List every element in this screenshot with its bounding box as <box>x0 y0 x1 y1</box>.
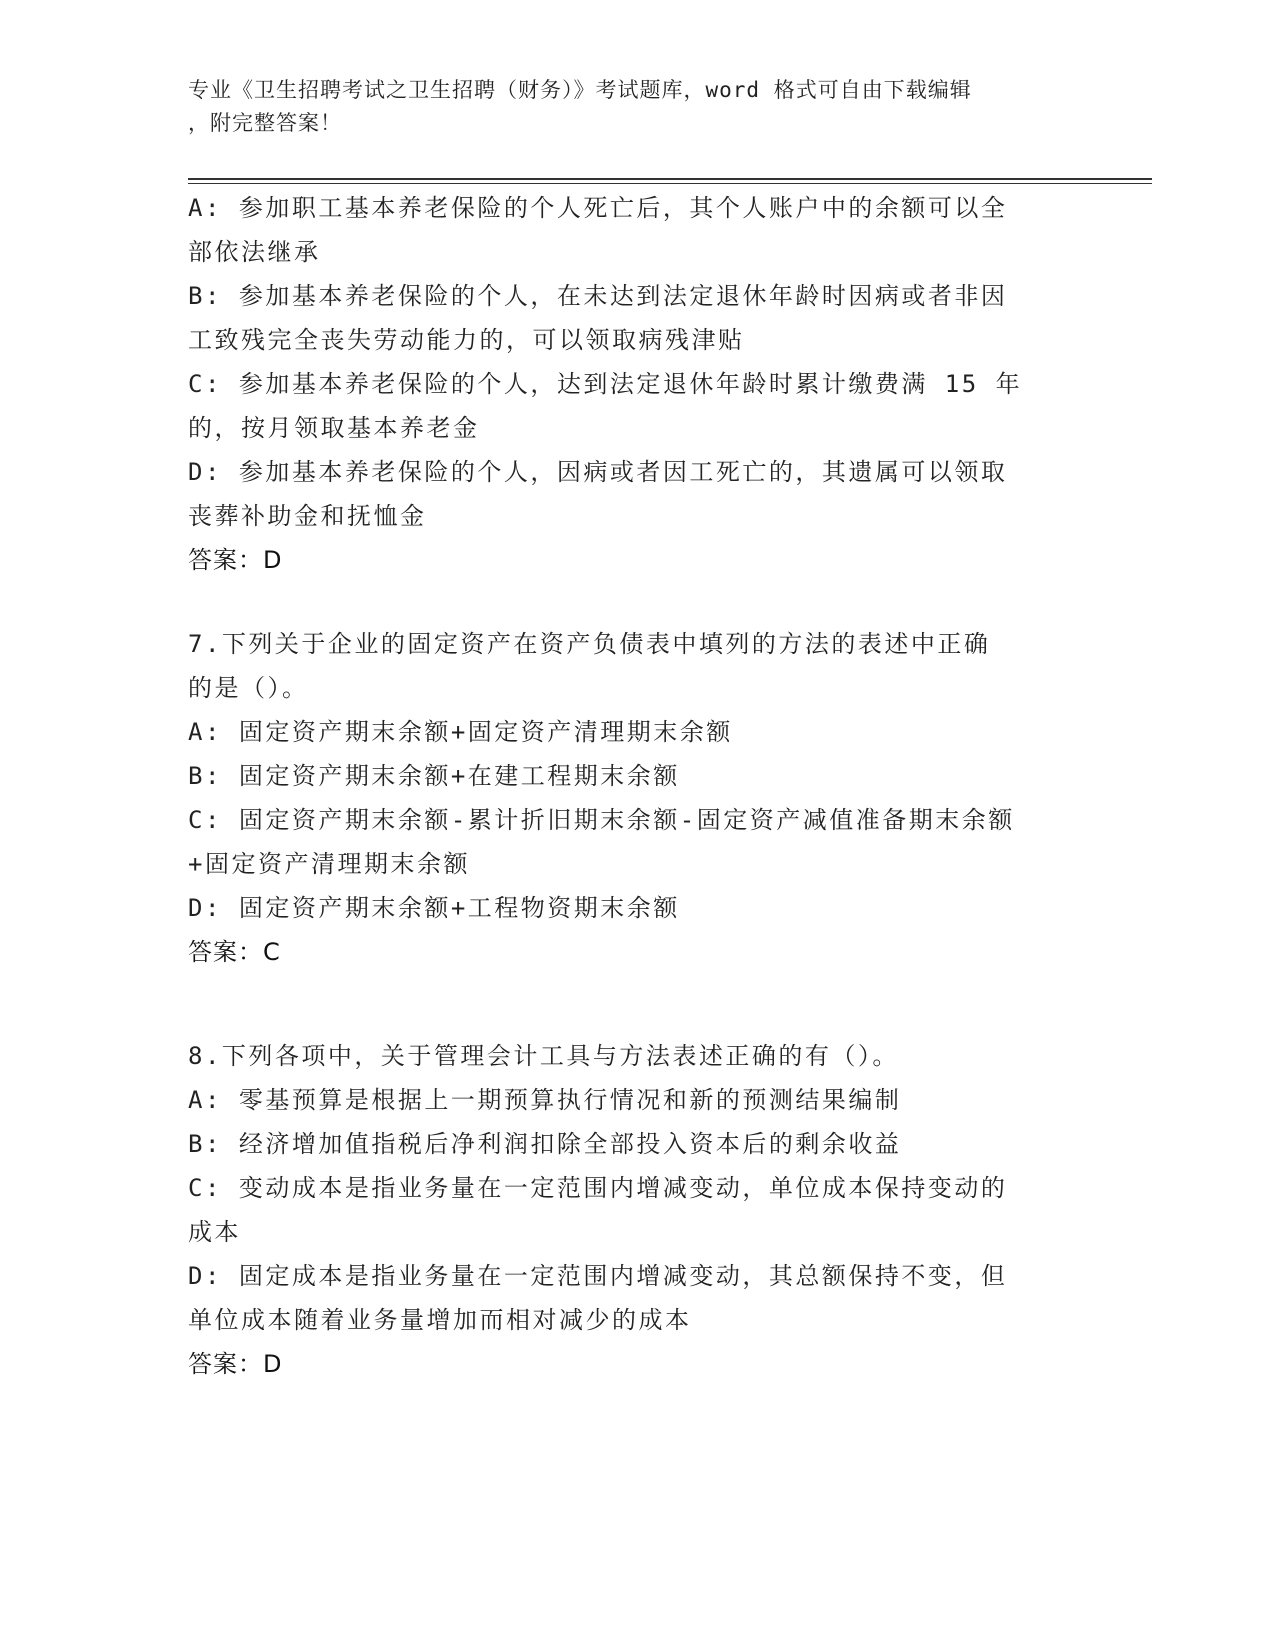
q8-stem: 8.下列各项中，关于管理会计工具与方法表述正确的有（）。 <box>188 1042 899 1070</box>
q7-option-a: A: 固定资产期末余额+固定资产清理期末余额 <box>188 718 733 746</box>
q7-option-d: D: 固定资产期末余额+工程物资期末余额 <box>188 894 680 922</box>
q8-option-a: A: 零基预算是根据上一期预算执行情况和新的预测结果编制 <box>188 1086 902 1114</box>
q8-option-d-line-1: D: 固定成本是指业务量在一定范围内增减变动，其总额保持不变，但 <box>188 1262 1008 1290</box>
header-line-1: 专业《卫生招聘考试之卫生招聘（财务）》考试题库，word 格式可自由下载编辑 <box>188 78 972 102</box>
q6-option-d-line-1: D: 参加基本养老保险的个人，因病或者因工死亡的，其遗属可以领取 <box>188 458 1008 486</box>
q7-stem-line-2: 的是（）。 <box>188 674 309 702</box>
q6-option-a-line-2: 部依法继承 <box>188 238 321 266</box>
q6-option-a-line-1: A: 参加职工基本养老保险的个人死亡后，其个人账户中的余额可以全 <box>188 194 1008 222</box>
q8-option-c-line-1: C: 变动成本是指业务量在一定范围内增减变动，单位成本保持变动的 <box>188 1174 1008 1202</box>
q8-option-c-line-2: 成本 <box>188 1218 241 1246</box>
q6-option-b-line-1: B: 参加基本养老保险的个人，在未达到法定退休年龄时因病或者非因 <box>188 282 1008 310</box>
q7-stem-line-1: 7.下列关于企业的固定资产在资产负债表中填列的方法的表述中正确 <box>188 630 991 658</box>
q6-option-d-line-2: 丧葬补助金和抚恤金 <box>188 502 427 530</box>
q7-option-c-line-1: C: 固定资产期末余额-累计折旧期末余额-固定资产减值准备期末余额 <box>188 806 1015 834</box>
header-line-2: ，附完整答案！ <box>188 111 342 135</box>
q6-option-c-line-2: 的，按月领取基本养老金 <box>188 414 480 442</box>
header-divider-thick <box>188 178 1152 180</box>
q7-option-c-line-2: +固定资产清理期末余额 <box>188 850 470 878</box>
q7-option-b: B: 固定资产期末余额+在建工程期末余额 <box>188 762 680 790</box>
q8-option-b: B: 经济增加值指税后净利润扣除全部投入资本后的剩余收益 <box>188 1130 902 1158</box>
q8-option-d-line-2: 单位成本随着业务量增加而相对减少的成本 <box>188 1306 692 1334</box>
q6-answer: 答案：D <box>188 546 283 574</box>
header-divider-thin <box>188 183 1152 184</box>
document-header <box>188 74 1088 140</box>
q6-option-b-line-2: 工致残完全丧失劳动能力的，可以领取病残津贴 <box>188 326 745 354</box>
q6-option-c-line-1: C: 参加基本养老保险的个人，达到法定退休年龄时累计缴费满 15 年 <box>188 370 1023 398</box>
q7-answer: 答案：C <box>188 938 281 966</box>
q8-answer: 答案：D <box>188 1350 283 1378</box>
